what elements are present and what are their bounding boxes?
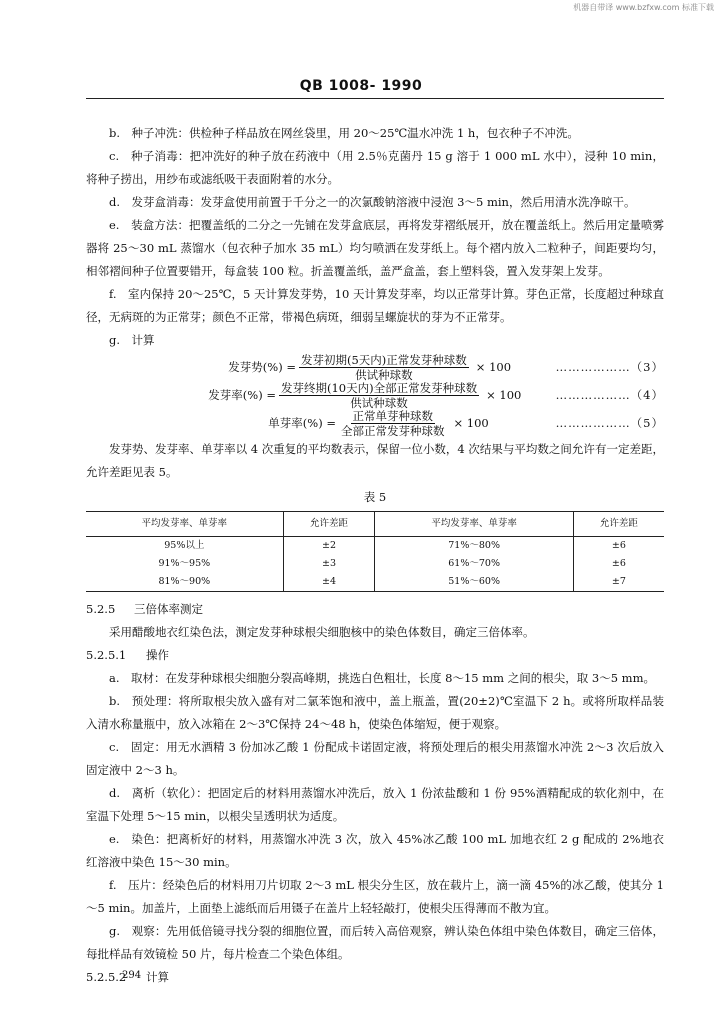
section-title: 操作 [146, 648, 169, 662]
page-header: QB 1008- 1990 [299, 78, 423, 94]
table-cell: 61%～70% [375, 555, 573, 573]
op-a: a. 取材：在发芽种球根尖细胞分裂高峰期，挑选白色粗壮，长度 8～15 mm 之间的根尖，取 3～5 mm。 [109, 671, 655, 685]
section-title: 计算 [146, 970, 169, 984]
table-cell: ±7 [573, 573, 664, 592]
table-cell: ±2 [283, 537, 375, 556]
equation-number: ………………（4） [555, 387, 664, 402]
denominator: 供试种球数 [350, 395, 408, 410]
page-body [86, 122, 664, 989]
table-header-cell: 平均发芽率、单芽率 [86, 512, 283, 537]
table-row [86, 573, 664, 592]
table-header-cell: 允许差距 [283, 512, 375, 537]
op-c: c. 固定：用无水酒精 3 份加冰乙酸 1 份配成卡诺固定液，将预处理后的根尖用蒸馏水冲洗 2～3 次后放入固定液中 2～3 h。 [86, 740, 664, 777]
para-5-2-5: 采用醋酸地衣红染色法，测定发芽种球根尖细胞核中的染色体数目，确定三倍体率。 [109, 625, 535, 639]
header-rule [86, 98, 664, 99]
multiplier: × 100 [453, 415, 489, 430]
denominator: 全部正常发芽种球数 [341, 423, 445, 438]
op-b: b. 预处理：将所取根尖放入盛有对二氯苯饱和液中，盖上瓶盖，置(20±2)℃室温下 2 h。或将所取样品装入清水称量瓶中，放入冰箱在 2～3℃保持 24～48 h，使染色体缩短，便于观察。 [86, 694, 664, 731]
table-caption: 表 5 [363, 490, 387, 504]
watermark-note: 机器自带译 www.bzfxw.com 标准下载 [573, 3, 714, 12]
numerator: 发芽终期(10天内)全部正常发芽种球数 [281, 380, 478, 395]
op-f: f. 压片：经染色后的材料用刀片切取 2～3 mL 根尖分生区，放在载片上，滴一滴 45%的冰乙酸，使其分 1～5 min。加盖片，上面垫上滤纸而后用镊子在盖片上轻轻敲打，使根尖压得薄而不散为宜。 [86, 878, 664, 915]
equation-5 [86, 410, 664, 436]
table-header-row [86, 512, 664, 537]
multiplier: × 100 [486, 387, 522, 402]
equation-number: ………………（5） [555, 415, 664, 430]
tolerance-table [86, 511, 664, 592]
equation-4 [86, 382, 664, 408]
equation-lhs: 单芽率(%) = [268, 415, 336, 430]
table-cell: 81%～90% [86, 573, 283, 592]
table-cell: 95%以上 [86, 537, 283, 556]
multiplier: × 100 [475, 359, 512, 374]
section-number: 5.2.5.2 [86, 970, 127, 984]
para-e: e. 装盒方法：把覆盖纸的二分之一先铺在发芽盒底层，再将发芽褶纸展开，放在覆盖纸上。然后用定量喷雾器将 25～30 mL 蒸馏水（包衣种子加水 35 mL）均匀喷洒在发芽纸上。每个褶内放入二粒种子，间距要均匀，相邻褶间种子位置要错开，每盒装 100 粒。折盖覆盖纸，盖严盒盖，套上塑料袋，置入发芽架上发芽。 [86, 218, 664, 278]
para-d: d. 发芽盒消毒：发芽盒使用前置于千分之一的次氯酸钠溶液中浸泡 3～5 min，然后用清水洗净晾干。 [109, 195, 636, 209]
table-cell: ±3 [283, 555, 375, 573]
equation-fraction [279, 382, 479, 409]
op-g: g. 观察：先用低倍镜寻找分裂的细胞位置，而后转入高倍观察，辨认染色体组中染色体数目，确定三倍体，每批样品有效镜检 50 片，每片检查二个染色体组。 [86, 924, 664, 961]
table-cell: ±4 [283, 573, 375, 592]
equation-fraction [299, 354, 469, 381]
section-number: 5.2.5 [86, 602, 116, 616]
op-d: d. 离析（软化）：把固定后的材料用蒸馏水冲洗后，放入 1 份浓盐酸和 1 份 95%酒精配成的软化剂中，在室温下处理 5～15 min，以根尖呈透明状为适度。 [86, 786, 664, 823]
para-f: f. 室内保持 20～25℃，5 天计算发芽势，10 天计算发芽率，均以正常芽计算。芽色正常，长度超过种球直径，无病斑的为正常芽；颜色不正常，带褐色病斑，细弱呈螺旋状的芽为不正常芽。 [86, 287, 664, 324]
table-header-cell: 允许差距 [573, 512, 664, 537]
table-cell: ±6 [573, 555, 664, 573]
equation-number: ………………（3） [555, 359, 664, 374]
table-cell: 91%～95% [86, 555, 283, 573]
denominator: 供试种球数 [355, 367, 413, 382]
equation-fraction [339, 410, 447, 437]
para-tolerance: 发芽势、发芽率、单芽率以 4 次重复的平均数表示，保留一位小数，4 次结果与平均数之间允许有一定差距，允许差距见表 5。 [86, 442, 664, 479]
op-e: e. 染色：把离析好的材料，用蒸馏水冲洗 3 次，放入 45%冰乙酸 100 mL 加地衣红 2 g 配成的 2%地衣红溶液中染色 15～30 min。 [86, 832, 664, 869]
table-cell: 71%～80% [375, 537, 573, 556]
table-row [86, 537, 664, 556]
para-b: b. 种子冲洗：供检种子样品放在网丝袋里，用 20～25℃温水冲洗 1 h，包衣种子不冲洗。 [109, 126, 579, 140]
section-number: 5.2.5.1 [86, 648, 127, 662]
section-5-2-5-heading [86, 598, 664, 621]
section-5-2-5-2-heading [86, 966, 664, 989]
section-title: 三倍体率测定 [134, 602, 203, 616]
page-number: 294 [122, 970, 142, 981]
table-header-cell: 平均发芽率、单芽率 [375, 512, 573, 537]
para-c: c. 种子消毒：把冲洗好的种子放在药液中（用 2.5％克菌丹 15 g 溶于 1 000 mL 水中），浸种 10 min，将种子捞出，用纱布或滤纸吸干表面附着的水分。 [86, 149, 664, 186]
section-5-2-5-1-heading [86, 644, 664, 667]
para-g: g. 计算 [109, 333, 155, 347]
table-row [86, 555, 664, 573]
equation-3 [86, 354, 664, 380]
numerator: 发芽初期(5天内)正常发芽种球数 [301, 352, 467, 367]
table-cell: ±6 [573, 537, 664, 556]
numerator: 正常单芽种球数 [352, 408, 433, 423]
equation-lhs: 发芽率(%) = [208, 387, 276, 402]
table-cell: 51%～60% [375, 573, 573, 592]
equation-lhs: 发芽势(%) = [228, 359, 296, 374]
